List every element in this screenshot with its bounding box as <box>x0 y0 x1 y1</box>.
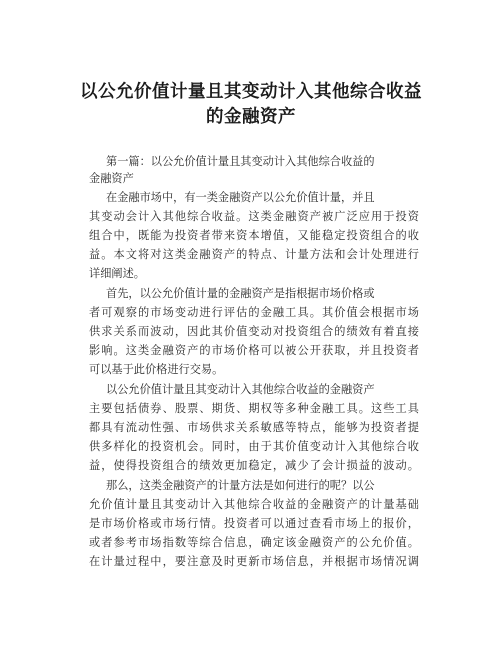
paragraph-line: 是市场价格或市场行情。投资者可以通过查看市场上的报价， <box>89 517 419 530</box>
paragraph-line: 供多样化的投资机会。同时，由于其价值变动计入其他综合收 <box>89 440 419 453</box>
paragraph-line: 组合中，既能为投资者带来资本增值，又能稳定投资组合的收 <box>89 229 419 242</box>
section-heading-line-2: 金融资产 <box>89 172 134 185</box>
paragraph-line: 以公允价值计量且其变动计入其他综合收益的金融资产 <box>106 383 375 396</box>
paragraph-line: 首先，以公允价值计量的金融资产是指根据市场价格或 <box>106 287 375 300</box>
paragraph-line: 允价值计量且其变动计入其他综合收益的金融资产的计量基础 <box>89 498 419 511</box>
document-title-line-1: 以公允价值计量且其变动计入其他综合收益 <box>80 82 422 102</box>
paragraph-line: 那么，这类金融资产的计量方法是如何进行的呢？以公 <box>106 479 375 492</box>
section-heading-line-1: 第一篇：以公允价值计量且其变动计入其他综合收益的 <box>106 155 375 168</box>
paragraph-line: 在计量过程中，要注意及时更新市场信息，并根据市场情况调 <box>89 555 419 568</box>
paragraph-line: 供求关系而波动，因此其价值变动对投资组合的绩效有着直接 <box>89 325 419 338</box>
paragraph-line: 都具有流动性强、市场供求关系敏感等特点，能够为投资者提 <box>89 421 419 434</box>
paragraph-line: 或者参考市场指数等综合信息，确定该金融资产的公允价值。 <box>89 536 419 549</box>
paragraph-line: 详细阐述。 <box>89 267 145 280</box>
paragraph-line: 其变动会计入其他综合收益。这类金融资产被广泛应用于投资 <box>89 210 419 223</box>
paragraph-line: 益，使得投资组合的绩效更加稳定，减少了会计损益的波动。 <box>89 459 419 472</box>
paragraph-line: 益。本文将对这类金融资产的特点、计量方法和会计处理进行 <box>89 248 419 261</box>
paragraph-line: 者可观察的市场变动进行评估的金融工具。其价值会根据市场 <box>89 306 419 319</box>
paragraph-line: 主要包括债券、股票、期货、期权等多种金融工具。这些工具 <box>89 402 419 415</box>
paragraph-line: 在金融市场中，有一类金融资产以公允价值计量，并且 <box>106 191 375 204</box>
paragraph-line: 影响。这类金融资产的市场价格可以被公开获取，并且投资者 <box>89 344 419 357</box>
document-title-line-2: 的金融资产 <box>206 107 296 127</box>
paragraph-line: 可以基于此价格进行交易。 <box>89 363 224 376</box>
